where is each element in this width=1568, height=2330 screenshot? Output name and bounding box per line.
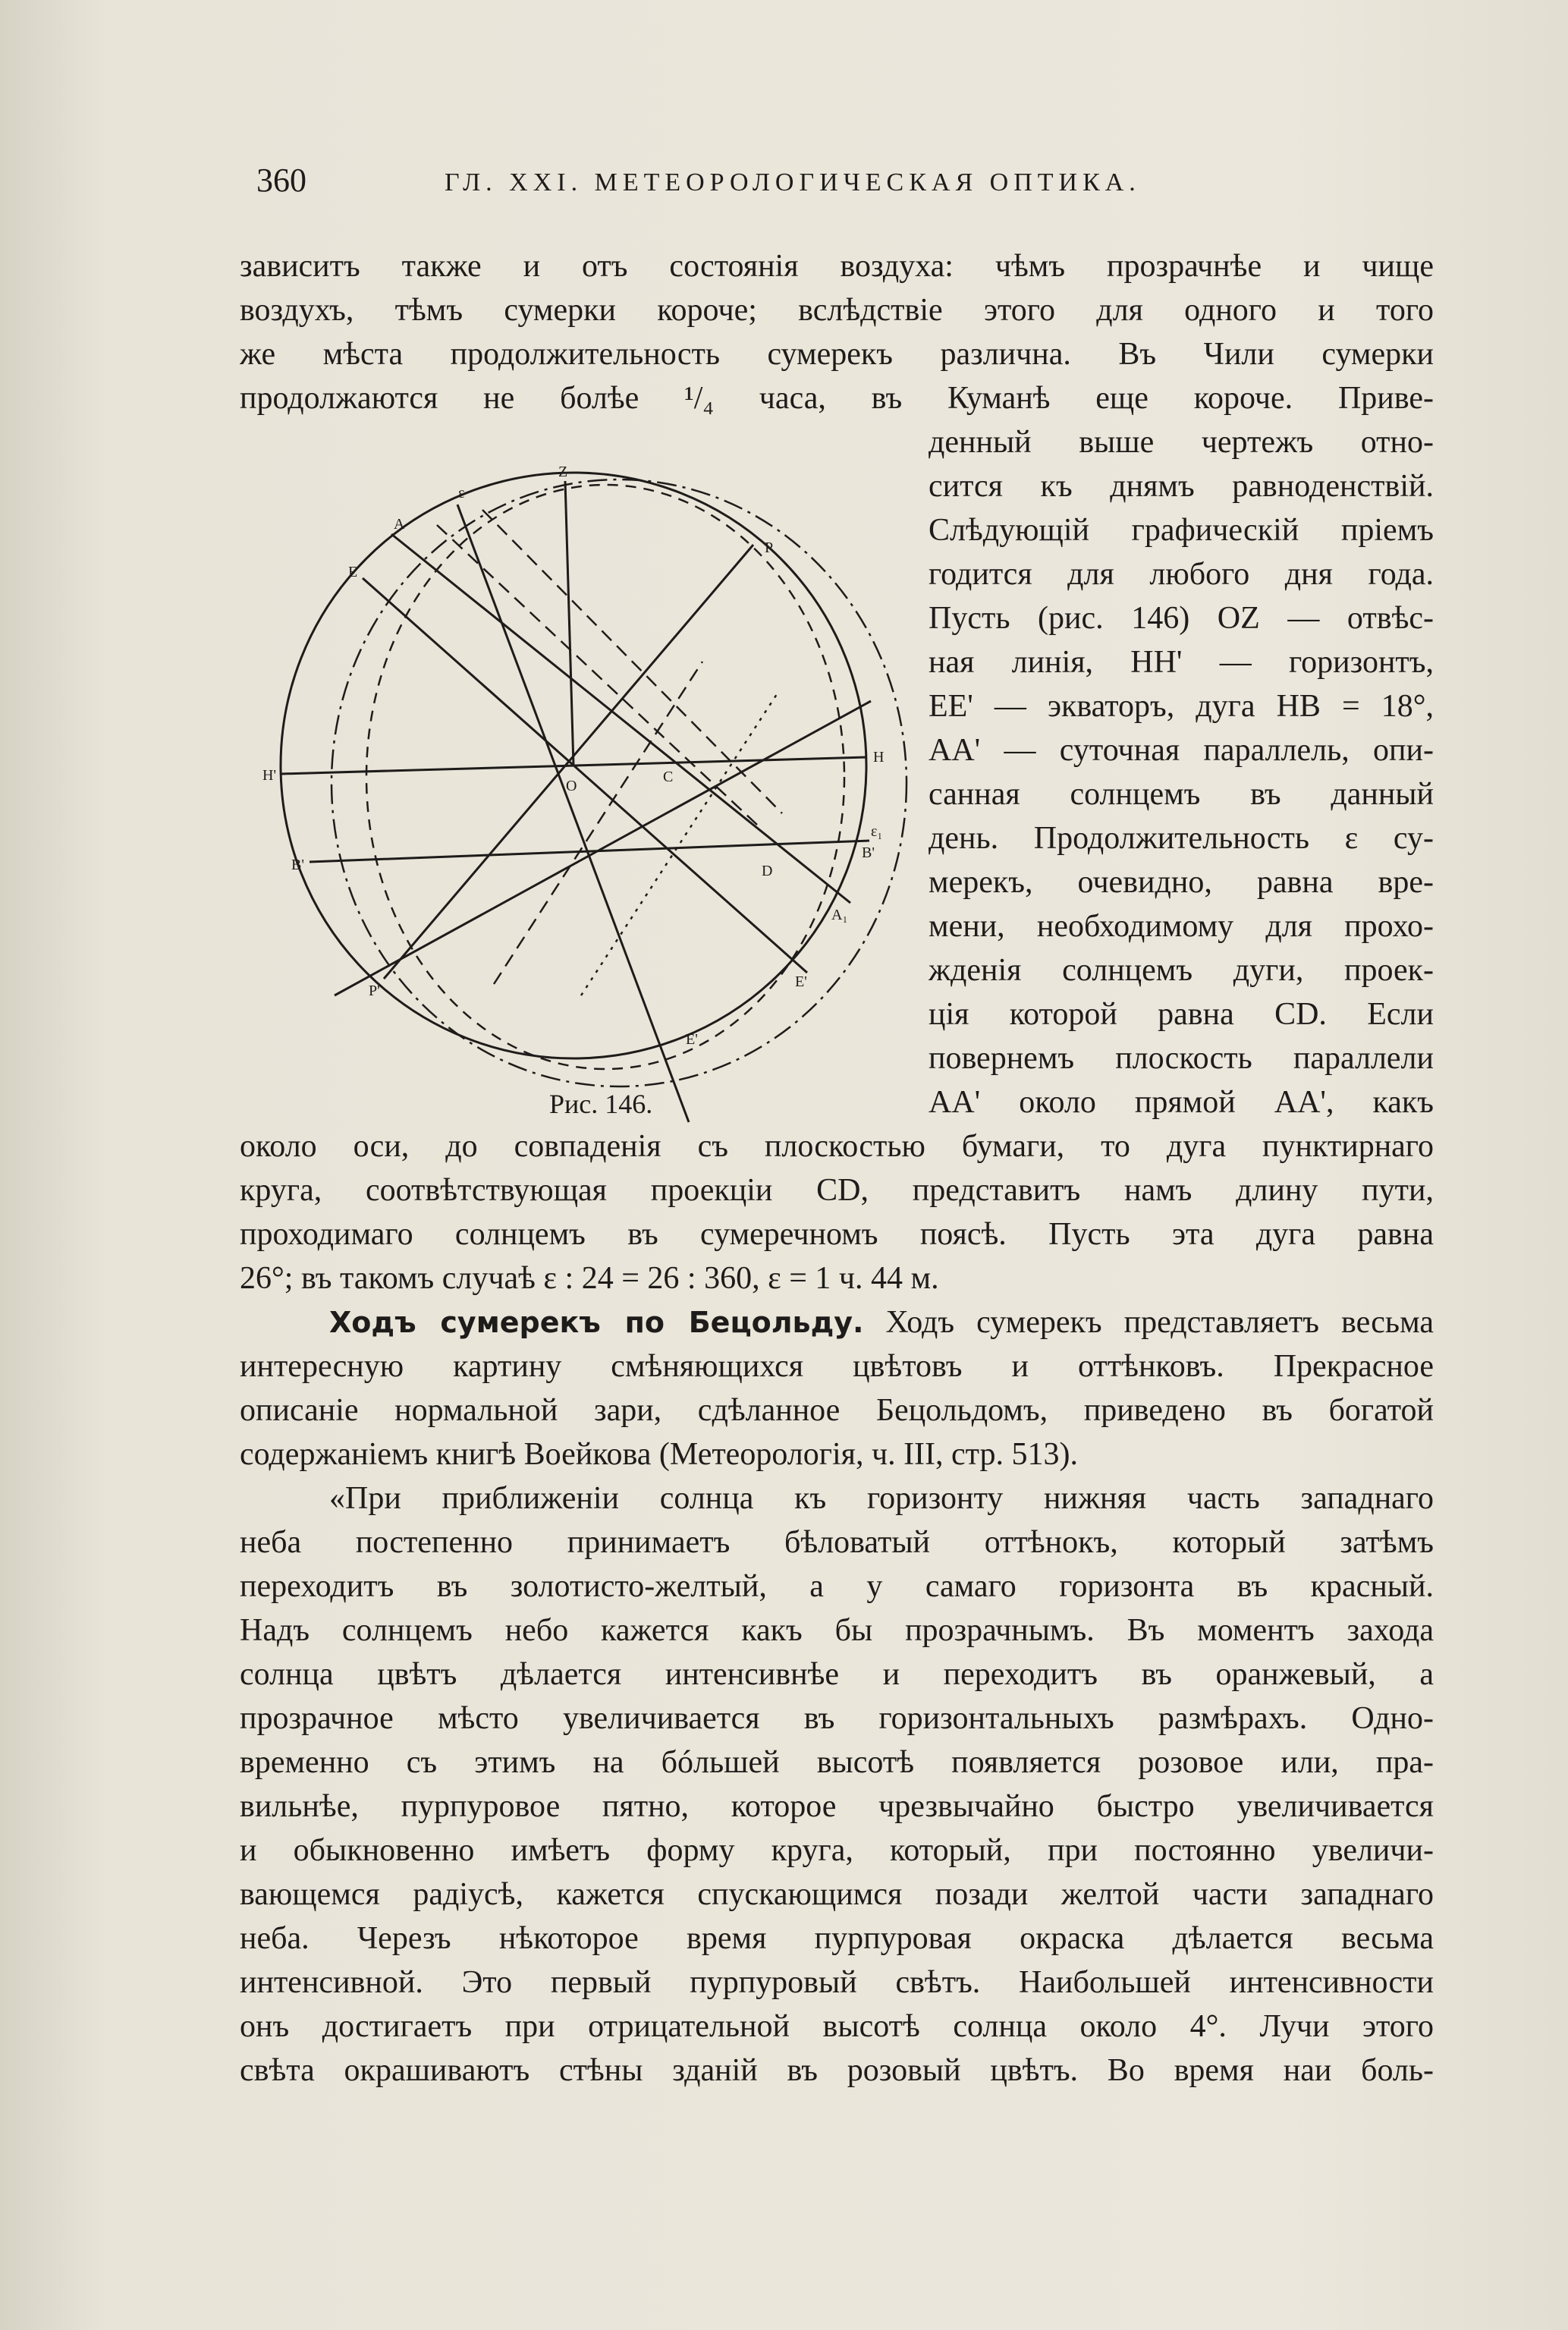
text-line: интересную картину смѣняющихся цвѣтовъ и оттѣнковъ. Прекрасное [240,1349,1434,1384]
text-line: EE' — экваторъ, дуга HB = 18°, [929,689,1434,724]
text-line: продолжаются не болѣе ¹/₄ часа, въ Куманѣ еще короче. Приве- [240,381,1434,416]
text-line: жденія солнцемъ дуги, проек- [929,953,1434,988]
text-line: интенсивной. Это первый пурпуровый свѣтъ. Наибольшей интенсивности [240,1965,1434,2000]
text-line: неба постепенно принимаетъ бѣловатый оттѣнокъ, который затѣмъ [240,1525,1434,1560]
label-epsilon: ε [458,485,465,502]
text-line: «При приближеніи солнца къ горизонту нижняя часть западнаго [329,1481,1434,1516]
text-line: зависитъ также и отъ состоянія воздуха: чѣмъ прозрачнѣе и чище [240,249,1434,284]
section-heading: Ходъ сумерекъ по Бецольду. [329,1306,864,1339]
chapter-title: ГЛ. XXI. МЕТЕОРОЛОГИЧЕСКАЯ ОПТИКА. [445,168,1141,197]
text-line: AA' — суточная параллель, опи- [929,733,1434,768]
text-line: мени, необходимому для прохо- [929,909,1434,944]
text-line: ная линія, HH' — горизонтъ, [929,645,1434,680]
text-line: неба. Черезъ нѣкоторое время пурпуровая окраска дѣлается весьма [240,1921,1434,1956]
text-line: же мѣста продолжительность сумерекъ различна. Въ Чили сумерки [240,337,1434,372]
text-line: свѣта окрашиваютъ стѣны зданій въ розовый цвѣтъ. Во время наи боль- [240,2053,1434,2088]
text-line: Ходъ сумерекъ представляетъ весьма [885,1305,1434,1340]
text-line: временно съ этимъ на бóльшей высотѣ появляется розовое или, пра- [240,1745,1434,1780]
body-text [240,244,1434,2093]
text-line: Пусть (рис. 146) OZ — отвѣс- [929,601,1434,636]
text-line: онъ достигаетъ при отрицательной высотѣ солнца около 4°. Лучи этого [240,2009,1434,2044]
text-line: 26°; въ такомъ случаѣ ε : 24 = 26 : 360, ε = 1 ч. 44 м. [240,1261,939,1296]
text-line: проходимаго солнцемъ въ сумеречномъ поясѣ. Пусть эта дуга равна [240,1217,1434,1252]
text-line: ція которой равна CD. Если [929,997,1434,1032]
label-Z: Z [558,464,568,480]
text-line: мерекъ, очевидно, равна вре- [929,865,1434,900]
label-E: E [348,564,358,580]
text-line: солнца цвѣтъ дѣлается интенсивнѣе и переходитъ въ оранжевый, а [240,1657,1434,1692]
text-line: содержаніемъ книгѣ Воейкова (Метеорологія, ч. III, стр. 513). [240,1437,1079,1472]
label-P: P [765,539,774,556]
text-line: воздухъ, тѣмъ сумерки короче; вслѣдствіе этого для одного и того [240,293,1434,328]
label-A1: A₁ [831,907,848,923]
text-line: денный выше чертежъ отно- [929,425,1434,460]
text-line: и обыкновенно имѣетъ форму круга, который, при постоянно увеличи- [240,1833,1434,1868]
label-epsilon1: ε₁ [871,823,883,840]
text-line: AA' около прямой AA', какъ [929,1085,1434,1120]
text-line: переходитъ въ золотисто-желтый, а у самаго горизонта въ красный. [240,1569,1434,1604]
label-E-prime-bottom: E' [686,1031,698,1048]
section-heading-line [240,1300,1434,1344]
label-B-prime: B' [291,857,304,873]
text-line: вающемся радіусѣ, кажется спускающимся позади желтой части западнаго [240,1877,1434,1912]
text-line: Надъ солнцемъ небо кажется какъ бы прозрачнымъ. Въ моментъ захода [240,1613,1434,1648]
text-line: годится для любого дня года. [929,557,1434,592]
text-line: вильнѣе, пурпуровое пятно, которое чрезвычайно быстро увеличивается [240,1789,1434,1824]
figure-caption: Рис. 146. [549,1089,653,1119]
text-line: круга, соотвѣтствующая проекціи CD, представитъ намъ длину пути, [240,1173,1434,1208]
text-line: прозрачное мѣсто увеличивается въ горизонтальныхъ размѣрахъ. Одно- [240,1701,1434,1736]
text-line: Слѣдующій графическій пріемъ [929,513,1434,548]
text-line: описаніе нормальной зари, сдѣланное Бецольдомъ, приведено въ богатой [240,1393,1434,1428]
label-E-prime-right: E' [795,973,807,990]
label-H-prime: H' [262,767,277,784]
label-H: H [873,749,885,766]
label-O: O [566,778,577,794]
label-B: B' [862,844,875,861]
label-A: A [394,516,405,533]
running-head [256,161,1417,206]
label-P-prime: P' [369,983,380,999]
text-line: сится къ днямъ равноденствій. [929,469,1434,504]
text-line: повернемъ плоскость параллели [929,1041,1434,1076]
label-D: D [762,863,773,879]
label-C: C [663,769,674,785]
text-line: около оси, до совпаденія съ плоскостью бумаги, то дуга пунктирнаго [240,1129,1434,1164]
text-line: санная солнцемъ въ данный [929,777,1434,812]
text-line: день. Продолжительность ε су- [929,821,1434,856]
page-number: 360 [256,162,306,199]
